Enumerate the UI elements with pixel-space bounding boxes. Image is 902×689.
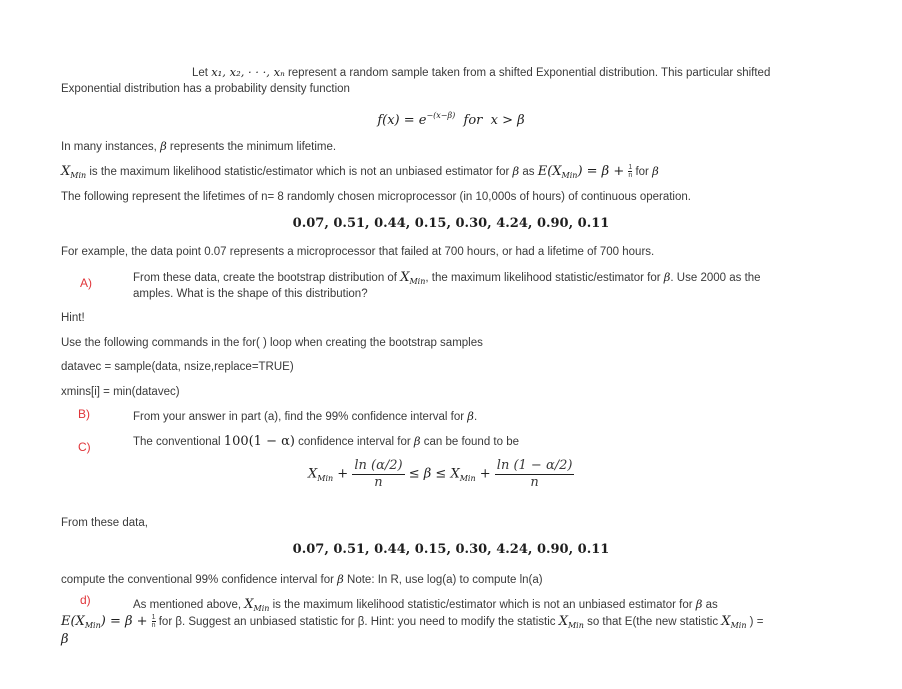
upper-denominator: n: [530, 475, 539, 490]
part-b-text-1: From your answer in part (a), find the 99% confidence interval for: [133, 411, 468, 423]
part-d-label: d): [80, 593, 91, 607]
expectation-eq: ) = β +: [100, 614, 152, 629]
beta-line-text: In many instances,: [61, 141, 161, 153]
part-a-label: A): [80, 276, 92, 290]
lifetimes-intro: The following represent the lifetimes of n= 8 randomly chosen microprocessor (in 10,000s of hours) of continuous operation.: [61, 191, 691, 203]
xmin-symbol: X: [450, 466, 460, 482]
from-data: From these data,: [61, 517, 148, 529]
ci-formula: [308, 458, 574, 491]
beta-symbol: β: [467, 409, 474, 423]
xmin-line-text-3: for: [632, 166, 653, 178]
beta-symbol: β: [695, 597, 703, 611]
part-b-label: B): [78, 407, 90, 421]
xmin-line-text: is the maximum likelihood statistic/estimator which is not an unbiased estimator for: [86, 166, 513, 178]
plus-sign: +: [333, 466, 353, 482]
pdf-exponent: −(x−β): [426, 111, 456, 120]
part-a-text-2: , the maximum likelihood statistic/estimator for: [425, 272, 664, 284]
confidence-expression: 100(1 − α): [223, 434, 295, 449]
beta-line-text-2: represents the minimum lifetime.: [166, 141, 337, 153]
beta-symbol: β: [160, 139, 167, 153]
pdf-formula: [0, 108, 902, 128]
xmin-line: [61, 164, 659, 183]
xmin-symbol: X: [558, 614, 568, 629]
xmin-subscript: Min: [459, 473, 476, 483]
xmin-subscript: Min: [567, 621, 584, 630]
fraction-denominator: n: [151, 622, 156, 630]
example-line: For example, the data point 0.07 represents a microprocessor that failed at 700 hours, or had a lifetime of 700 hours.: [61, 246, 655, 258]
fraction-numerator: 1: [628, 164, 633, 172]
xmin-symbol: X: [721, 614, 731, 629]
beta-symbol: β: [512, 164, 520, 178]
part-a-text: From these data, create the bootstrap distribution of: [133, 272, 401, 284]
pdf-lhs: f(x) = e: [377, 113, 427, 128]
lower-denominator: n: [374, 475, 383, 490]
part-c-text: [133, 434, 519, 450]
intro-line-2: Exponential distribution has a probability density function: [61, 83, 350, 95]
part-b-text-2: .: [473, 411, 478, 423]
xmin-symbol: X: [308, 466, 318, 482]
expectation: E(X: [537, 164, 562, 179]
expectation-subscript: Min: [84, 621, 101, 630]
part-c-text-3: can be found to be: [420, 436, 519, 448]
pdf-condition: for x > β: [455, 113, 525, 128]
part-d-text-5: so that E(the new statistic: [583, 616, 722, 628]
beta-symbol: β: [652, 164, 659, 178]
part-a-line-2: amples. What is the shape of this distribution?: [133, 288, 368, 300]
compute-text-2: Note: In R, use log(a) to compute ln(a): [343, 574, 543, 586]
upper-bound-fraction: [495, 458, 575, 491]
beta-line: [61, 139, 336, 155]
lower-numerator: ln (α/2): [354, 458, 403, 473]
compute-text-1: compute the conventional 99% confidence interval for: [61, 574, 338, 586]
xmin-subscript: Min: [70, 171, 87, 180]
data-values: 0.07, 0.51, 0.44, 0.15, 0.30, 4.24, 0.90, 0.11: [292, 216, 610, 231]
intro-text: Let: [192, 67, 212, 79]
part-d-text-2: is the maximum likelihood statistic/estimator which is not an unbiased estimator for: [269, 599, 696, 611]
beta-symbol: β: [663, 270, 671, 284]
part-b-text: [133, 409, 477, 425]
xmin-line-text-2: as: [519, 166, 538, 178]
expectation-eq: ) = β +: [577, 164, 629, 179]
sample-variables: x₁, x₂, · · ·, xₙ: [211, 65, 285, 79]
upper-numerator: ln (1 − α/2): [496, 458, 573, 473]
part-d-text-1: As mentioned above,: [133, 599, 245, 611]
intro-line-1: [192, 65, 770, 81]
xmin-subscript: Min: [317, 473, 334, 483]
part-c-text-1: The conventional: [133, 436, 224, 448]
fraction-denominator: n: [628, 172, 633, 180]
part-c-text-2: confidence interval for: [294, 436, 414, 448]
part-d-text-4: for β. Suggest an unbiased statistic for β. Hint: you need to modify the statistic: [155, 616, 559, 628]
intro-text-2: represent a random sample taken from a shifted Exponential distribution. This particular shifted: [284, 67, 771, 79]
part-d-line-2: [61, 614, 763, 633]
part-d-text-6: ) =: [746, 616, 764, 628]
part-c-label: C): [78, 440, 91, 454]
hint-intro: Use the following commands in the for( ) loop when creating the bootstrap samples: [61, 337, 483, 349]
expectation-subscript: Min: [561, 171, 578, 180]
part-d-text-3: as: [702, 599, 718, 611]
part-a-text-3: . Use 2000 as the: [670, 272, 761, 284]
beta-symbol: β: [337, 572, 344, 586]
xmin-symbol: X: [400, 270, 410, 285]
part-d-line-3: β: [61, 632, 69, 647]
expectation: E(X: [61, 614, 85, 629]
hint-command-2: xmins[i] = min(datavec): [61, 386, 180, 398]
hint-command-1: datavec = sample(data, nsize,replace=TRUE): [61, 361, 294, 373]
xmin-subscript: Min: [409, 277, 426, 286]
plus-sign: +: [475, 466, 495, 482]
beta-symbol: β: [413, 434, 421, 448]
inequality: ≤ β ≤: [404, 466, 451, 482]
compute-line: [61, 572, 543, 588]
xmin-subscript: Min: [730, 621, 747, 630]
fraction-numerator: 1: [151, 614, 156, 622]
xmin-symbol: X: [244, 597, 254, 612]
hint-title: Hint!: [61, 312, 85, 324]
lower-bound-fraction: [352, 458, 404, 491]
data-values-2: 0.07, 0.51, 0.44, 0.15, 0.30, 4.24, 0.90, 0.11: [292, 542, 610, 557]
xmin-subscript: Min: [253, 604, 270, 613]
xmin-symbol: X: [61, 164, 71, 179]
